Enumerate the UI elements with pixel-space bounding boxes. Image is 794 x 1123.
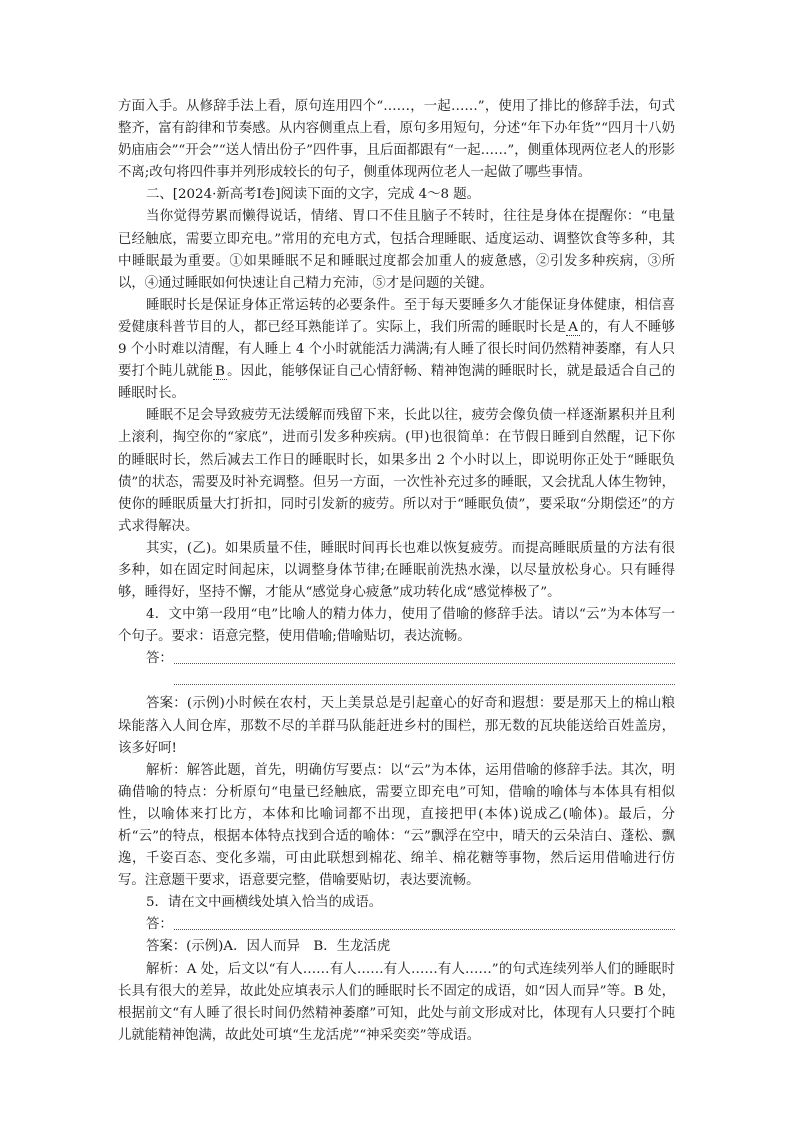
answer-dotted-line (174, 929, 675, 930)
question-4-answer-line[interactable] (118, 648, 675, 670)
passage-paragraph-2 (118, 295, 675, 405)
section-title: 二、[2024·新高考Ⅰ卷]阅读下面的文字，完成 4～8 题。 (146, 187, 481, 203)
question-4-answer-label: 答： (146, 651, 173, 667)
blank-a: A (568, 319, 578, 335)
question-4-answer: 答案：(示例)小时候在农村，天上美景总是引起童心的好奇和遐想：要是那天上的棉山粮垛能落入人间仓库，那数不尽的羊群马队能赶进乡村的围栏，那无数的瓦块能送给百姓盖房，该多好呵! (118, 696, 675, 756)
blank-b: B (215, 364, 225, 380)
document-body (118, 96, 675, 1047)
passage-paragraph-4: 其实，(乙)。如果质量不佳，睡眠时间再长也难以恢复疲劳。而提高睡眠质量的方法有很多种，如在固定时间起床，以调整身体节律;在睡眠前洗热水澡，以尽量放松身心。只有睡得够，睡得好，坚持不懈，才能从“感觉身心疲惫”成功转化成“感觉棒极了”。 (118, 540, 675, 601)
question-5-answer: 答案：(示例)A．因人而异 B．生龙活虎 (146, 939, 391, 955)
question-5-answer-label: 答： (146, 917, 173, 933)
question-5-answer-line[interactable] (118, 914, 675, 936)
question-4: 4．文中第一段用“电”比喻人的精力体力，使用了借喻的修辞手法。请以“云”为本体写一个句子。要求：语意完整，使用借喻;借喻贴切，表达流畅。 (118, 607, 675, 645)
passage-paragraph-2-part-c: 。因此，能够保证自己心情舒畅、精神饱满的睡眠时长，就是最适合自己的睡眠时长。 (118, 364, 676, 402)
passage-paragraph-2-part-a: 睡眠时长是保证身体正常运转的必要条件。至于每天要睡多久才能保证身体健康，相信喜爱健康科普节目的人，都已经耳熟能详了。实际上，我们所需的睡眠时长是 (118, 297, 675, 335)
question-4-answer-line-2[interactable] (174, 670, 675, 685)
question-4-analysis: 解析：解答此题，首先，明确仿写要点：以“云”为本体，运用借喻的修辞手法。其次，明确借喻的特点：分析原句“电量已经触底，需要立即充电”可知，借喻的喻体与本体具有相似性，以喻体来打比方，本体和比喻词都不出现，直接把甲(本体)说成乙(喻体)。最后，分析“云”的特点，根据本体特点找到合适的喻体：“云”飘浮在空中，晴天的云朵洁白、蓬松、飘逸，千姿百态、变化多端，可由此联想到棉花、绵羊、棉花糖等事物，然后运用借喻进行仿写。注意题干要求，语意要完整，借喻要贴切，表达要流畅。 (118, 762, 675, 889)
question-5: 5．请在文中画横线处填入恰当的成语。 (146, 895, 383, 911)
previous-answer-tail: 方面入手。从修辞手法上看，原句连用四个“……，一起……”，使用了排比的修辞手法，句式整齐，富有韵律和节奏感。从内容侧重点上看，原句多用短句，分述“年下办年货”“四月十八奶奶庙庙会”“开会”“送人情出份子”四件事，且后面都跟有“一起……”，侧重体现两位老人的形影不离;改句将四件事并列形成较长的句子，侧重体现两位老人一起做了哪些事情。 (118, 99, 675, 181)
passage-paragraph-2-part-b: 的，有人不睡够 9 个小时难以清醒，有人睡上 4 个小时就能活力满满;有人睡了很长时间仍然精神萎靡，有人只要打个盹儿就能 (118, 319, 676, 380)
passage-paragraph-3: 睡眠不足会导致疲劳无法缓解而残留下来，长此以往，疲劳会像负债一样逐渐累积并且利上滚利，掏空你的“家底”，进而引发多种疾病。(甲)也很简单：在节假日睡到自然醒，记下你的睡眠时长，然后减去工作日的睡眠时长，如果多出 2 个小时以上，即说明你正处于“睡眠负债”的状态，需要及时补充调整。但另一方面，一次性补充过多的睡眠，又会扰乱人体生物钟，使你的睡眠质量大打折扣，同时引发新的疲劳。所以对于“睡眠负债”，要采取“分期偿还”的方式求得解决。 (118, 408, 675, 534)
answer-dotted-line (174, 663, 675, 664)
passage-paragraph-1: 当你觉得劳累而懒得说话，情绪、胃口不佳且脑子不转时，往往是身体在提醒你：“电量已经触底，需要立即充电。”常用的充电方式，包括合理睡眠、适度运动、调整饮食等多种，其中睡眠最为重要。①如果睡眠不足和睡眠过度都会加重人的疲惫感，②引发多种疾病，③所以，④通过睡眠如何快速让自己精力充沛，⑤才是问题的关键。 (118, 209, 675, 291)
question-5-analysis: 解析：A 处，后文以“有人……有人……有人……有人……”的句式连续列举人们的睡眠时长具有很大的差异，故此处应填表示人们的睡眠时长不固定的成语，如“因人而异”等。B 处，根据前文“有人睡了很长时间仍然精神萎靡”可知，此处与前文形成对比，体现有人只要打个盹儿就能精神饱满，故此处可填“生龙活虎”“神采奕奕”等成语。 (118, 961, 675, 1043)
